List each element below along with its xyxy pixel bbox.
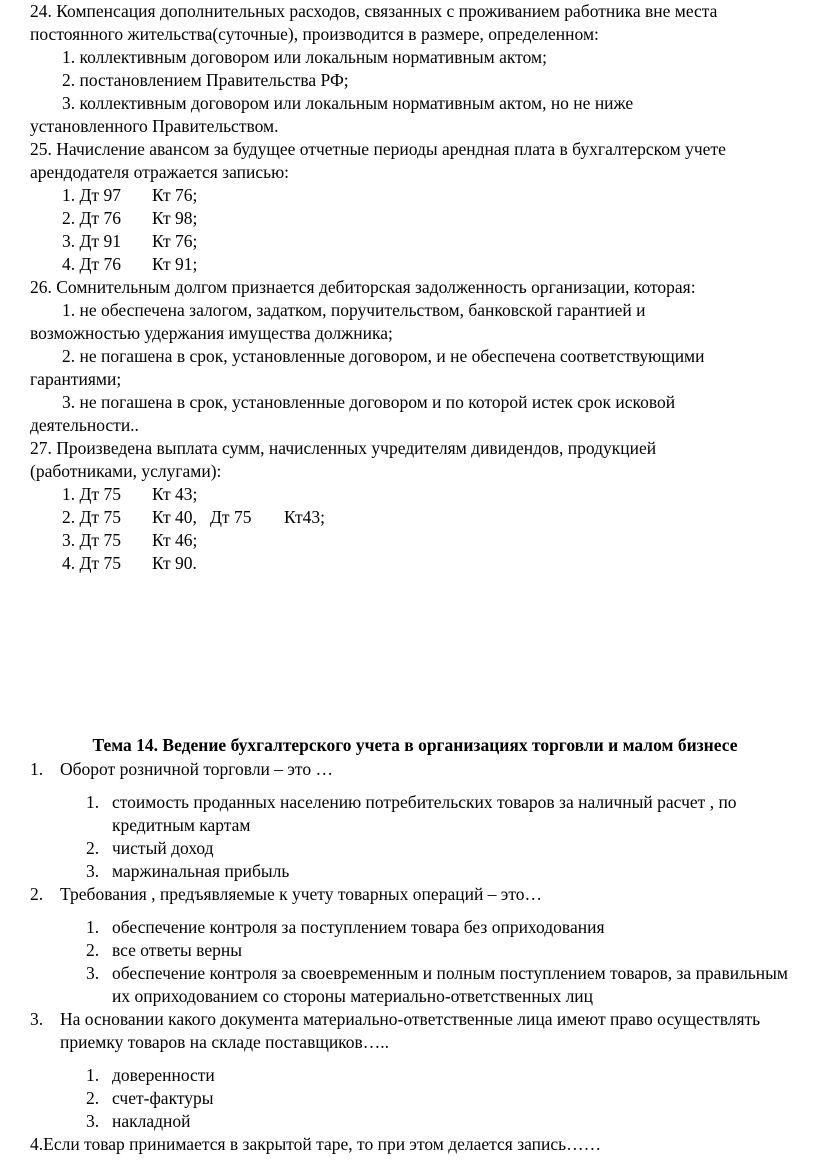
topic-14-section [30, 734, 800, 1156]
q26-option-2-cont: гарантиями; [30, 369, 122, 389]
credit: Кт 76; [152, 231, 198, 251]
q25-option-3 [30, 230, 800, 253]
q24-option-3-cont: установленного Правительством. [30, 116, 279, 136]
credit: Кт 98; [152, 208, 198, 228]
q25-option-1 [30, 184, 800, 207]
t14-q3-number: 3. [30, 1009, 44, 1029]
q27-option-4 [30, 552, 800, 575]
option-number: 1. [86, 792, 100, 812]
q25-line2: арендодателя отражается записью: [30, 162, 290, 182]
q24-line2: постоянного жительства(суточные), производится в размере, определенном: [30, 24, 599, 44]
debit: 1. Дт 97 [62, 185, 121, 205]
q24-option-1: 1. коллективным договором или локальным нормативным актом; [62, 47, 547, 67]
debit: 2. Дт 76 [62, 208, 121, 228]
credit: Кт 40, [152, 507, 197, 527]
q26-option-1-cont: возможностью удержания имущества должника; [30, 323, 393, 343]
t14-q2-option-1 [86, 916, 800, 939]
option-text: все ответы верны [112, 940, 242, 960]
q26-option-3: 3. не погашена в срок, установленные договором и по которой истек срок исковой [62, 392, 676, 412]
q26-line1: 26. Сомнительным долгом признается дебиторская задолженность организации, которая: [30, 277, 696, 297]
q25-option-2 [30, 207, 800, 230]
topic-14-heading: Тема 14. Ведение бухгалтерского учета в организациях торговли и малом бизнесе [92, 735, 738, 755]
debit: 4. Дт 76 [62, 254, 121, 274]
option-number: 2. [86, 1088, 100, 1108]
debit: 2. Дт 75 [62, 507, 121, 527]
t14-q4-text: 4.Если товар принимается в закрытой таре, то при этом делается запись…… [30, 1134, 602, 1154]
option-number: 1. [86, 917, 100, 937]
q27-line2: (работниками, услугами): [30, 461, 222, 481]
q26-option-2: 2. не погашена в срок, установленные договором, и не обеспечена соответствующими [62, 346, 705, 366]
credit: Кт 43; [152, 484, 198, 504]
q25-option-4 [30, 253, 800, 276]
t14-q2-option-2 [86, 939, 800, 962]
option-text: накладной [112, 1111, 191, 1131]
t14-q2 [30, 883, 800, 906]
debit: 4. Дт 75 [62, 553, 121, 573]
q27-option-2 [30, 506, 800, 529]
option-text: обеспечение контроля за своевременным и полным поступлением товаров, за правильным их оприходованием со стороны материально-ответственных лиц [112, 963, 788, 1006]
t14-q3-option-2 [86, 1087, 800, 1110]
t14-q2-options [30, 916, 800, 1008]
t14-q1-text: Оборот розничной торговли – это … [60, 759, 333, 779]
option-text: маржинальная прибыль [112, 861, 290, 881]
q25-line1: 25. Начисление авансом за будущее отчетные периоды арендная плата в бухгалтерском учете [30, 139, 726, 159]
option-number: 2. [86, 940, 100, 960]
t14-q2-number: 2. [30, 884, 44, 904]
debit-2: Дт 75 [210, 507, 252, 527]
q26-option-1: 1. не обеспечена залогом, задатком, поручительством, банковской гарантией и [62, 300, 646, 320]
debit: 3. Дт 91 [62, 231, 121, 251]
q24-option-3: 3. коллективным договором или локальным нормативным актом, но не ниже [62, 93, 634, 113]
credit: Кт 76; [152, 185, 198, 205]
q24-line1: 24. Компенсация дополнительных расходов, связанных с проживанием работника вне места [30, 1, 718, 21]
option-number: 3. [86, 1111, 100, 1131]
credit: Кт 90. [152, 553, 197, 573]
t14-q1 [30, 758, 800, 781]
q24-option-2: 2. постановлением Правительства РФ; [62, 70, 349, 90]
option-text: доверенности [112, 1065, 215, 1085]
credit: Кт 91; [152, 254, 198, 274]
t14-q2-text: Требования , предъявляемые к учету товарных операций – это… [60, 884, 542, 904]
option-number: 3. [86, 963, 100, 983]
t14-q1-option-2 [86, 837, 800, 860]
option-text: счет-фактуры [112, 1088, 214, 1108]
option-text: обеспечение контроля за поступлением товара без оприходования [112, 917, 605, 937]
debit: 1. Дт 75 [62, 484, 121, 504]
debit: 3. Дт 75 [62, 530, 121, 550]
option-number: 3. [86, 861, 100, 881]
q26-option-3-cont: деятельности.. [30, 415, 139, 435]
credit: Кт 46; [152, 530, 198, 550]
t14-q1-option-3 [86, 860, 800, 883]
option-number: 1. [86, 1065, 100, 1085]
t14-q1-option-1 [86, 791, 800, 837]
t14-q3 [30, 1008, 800, 1054]
t14-q3-option-3 [86, 1110, 800, 1133]
t14-q3-option-1 [86, 1064, 800, 1087]
option-text: стоимость проданных населению потребительских товаров за наличный расчет , по кредитным картам [112, 792, 737, 835]
t14-q3-options [30, 1064, 800, 1133]
t14-q3-text: На основании какого документа материально-ответственные лица имеют право осуществлять приемку товаров на складе поставщиков….. [60, 1009, 761, 1052]
q27-option-1 [30, 483, 800, 506]
questions-24-27 [30, 0, 800, 575]
option-text: чистый доход [112, 838, 214, 858]
credit-2: Кт43; [284, 507, 326, 527]
t14-q1-number: 1. [30, 759, 44, 779]
q27-line1: 27. Произведена выплата сумм, начисленных учредителям дивидендов, продукцией [30, 438, 657, 458]
t14-q1-options [30, 791, 800, 883]
t14-q2-option-3 [86, 962, 800, 1008]
option-number: 2. [86, 838, 100, 858]
q27-option-3 [30, 529, 800, 552]
